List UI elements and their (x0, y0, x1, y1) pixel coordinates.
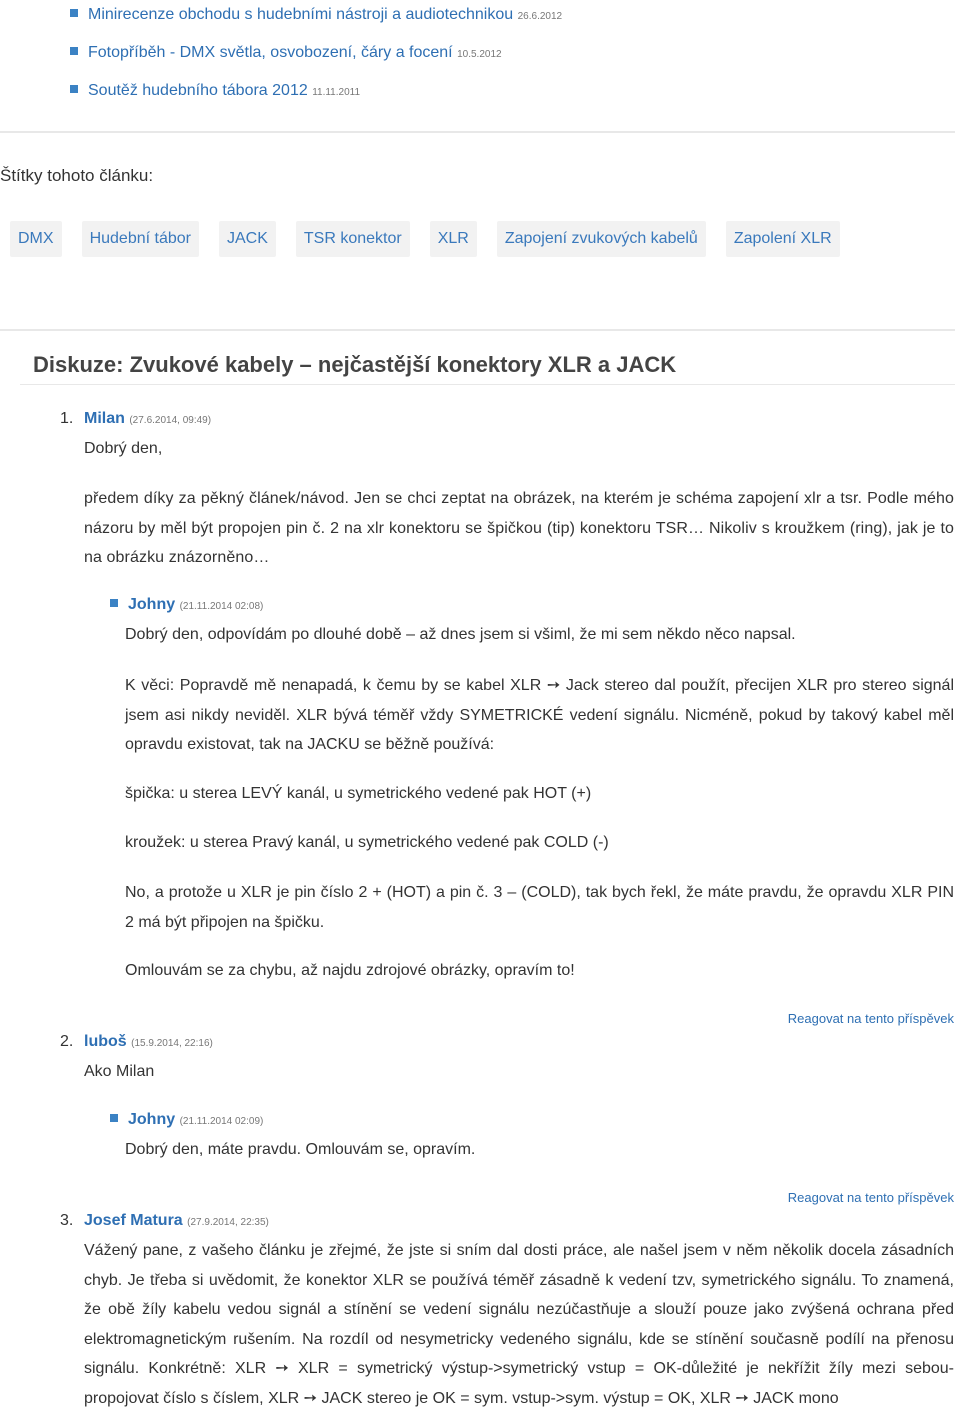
divider (20, 384, 955, 385)
related-article-date: 26.6.2012 (517, 11, 563, 22)
comment-date: (15.9.2014, 22:16) (131, 1038, 213, 1049)
related-article-link[interactable]: Soutěž hudebního tábora 2012 (88, 82, 308, 99)
related-article[interactable] (70, 42, 562, 80)
comment-header (60, 408, 211, 432)
related-article[interactable] (70, 80, 562, 118)
bullet-icon (110, 599, 118, 607)
comment-number: 2. (60, 1033, 74, 1050)
related-article-link[interactable]: Minirecenze obchodu s hudebními nástroji a audiotechnikou (88, 6, 514, 23)
bullet-icon (70, 9, 78, 17)
reply-text: K věci: Popravdě mě nenapadá, k čemu by se kabel XLR ➙ Jack stereo dal použít, přecijen XLR pro stereo signál jsem asi nikdy neviděl. XLR bývá téměř vždy SYMETRICKÉ vedení signálu. Nicméně, pokud by takový kabel měl opravdu existovat, tak na JACKU se běžně používá: (125, 677, 954, 753)
tag-list (10, 221, 840, 257)
tag-hudebni-tabor[interactable]: Hudební tábor (82, 221, 199, 257)
reply-link[interactable]: Reagovat na tento příspěvek (787, 1011, 954, 1026)
tag-zapoleni-xlr[interactable]: Zapolení XLR (726, 221, 840, 257)
related-articles (70, 4, 562, 118)
bullet-icon (70, 47, 78, 55)
divider (0, 131, 955, 133)
tag-zapojeni-zvukovych-kabelu[interactable]: Zapojení zvukových kabelů (497, 221, 706, 257)
comment-text: předem díky za pěkný článek/návod. Jen se chci zeptat na obrázek, na kterém je schéma zapojení xlr a tsr. Podle mého názoru by měl být propojen pin č. 2 na xlr konektoru se špičkou (tip) konektoru TSR… Nikoliv s kroužkem (ring), jak je to na obrázku znázorněno… (84, 490, 954, 566)
discussion-title: Diskuze: Zvukové kabely – nejčastější konektory XLR a JACK (33, 352, 677, 377)
reply-text: kroužek: u sterea Pravý kanál, u symetrického vedené pak COLD (-) (125, 834, 609, 851)
reply-date: (21.11.2014 02:08) (179, 601, 264, 612)
comment-author[interactable]: Josef Matura (84, 1212, 183, 1229)
bullet-icon (70, 85, 78, 93)
reply-text: Omlouvám se za chybu, až najdu zdrojové obrázky, opravím to! (125, 962, 575, 979)
reply-text: Dobrý den, máte pravdu. Omlouvám se, opravím. (125, 1141, 476, 1158)
related-article-date: 11.11.2011 (312, 87, 361, 98)
reply-date: (21.11.2014 02:09) (179, 1116, 264, 1127)
related-article-date: 10.5.2012 (457, 49, 502, 60)
divider (0, 329, 955, 331)
comment-text: Ako Milan (84, 1063, 155, 1080)
comment-date: (27.9.2014, 22:35) (187, 1217, 269, 1228)
reply-text: Dobrý den, odpovídám po dlouhé době – až dnes jsem si všiml, že mi sem někdo něco napsal. (125, 626, 796, 643)
comment-author[interactable]: luboš (84, 1033, 127, 1050)
tag-xlr[interactable]: XLR (430, 221, 477, 257)
reply-header (110, 1109, 263, 1133)
comment-number: 1. (60, 410, 74, 427)
tags-title: Štítky tohoto článku: (0, 166, 154, 185)
reply-author[interactable]: Johny (128, 596, 176, 613)
reply-link[interactable]: Reagovat na tento příspěvek (787, 1190, 954, 1205)
comment-text: Dobrý den, (84, 440, 163, 457)
comment-text: Vážený pane, z vašeho článku je zřejmé, že jste si sním dal dosti práce, ale našel jsem v něm několik docela zásadních chyb. Je třeba si uvědomit, že konektor XLR se používá téměř zásadně k vedení tzv, symetrického signálu. To znamená, že obě žíly kabelu vedou signál a stínění se vedení signálu nezúčastňuje a slouží pouze jako zvýšená ochrana před elektromagnetickým rušením. Na rozdíl od nesymetricky vedeného signálu, kde se stínění současně podílí na přenosu signálu. Konkrétně: XLR ➙ XLR = symetrický výstup->symetrický vstup = OK-důležité je nekřížit žíly mezi sebou-propojovat číslo s číslem, XLR ➙ JACK stereo je OK = sym. vstup->sym. výstup = OK, XLR ➙ JACK mono (84, 1242, 954, 1407)
comment-header (60, 1031, 213, 1055)
bullet-icon (110, 1114, 118, 1122)
comment-header (60, 1210, 269, 1234)
reply-text: No, a protože u XLR je pin číslo 2 + (HOT) a pin č. 3 – (COLD), tak bych řekl, že máte pravdu, že opravdu XLR PIN 2 má být připojen na špičku. (125, 884, 954, 931)
tag-dmx[interactable]: DMX (10, 221, 62, 257)
related-article-link[interactable]: Fotopříběh - DMX světla, osvobození, čáry a focení (88, 44, 453, 61)
reply-text: špička: u sterea LEVÝ kanál, u symetrického vedené pak HOT (+) (125, 785, 592, 802)
tag-tsr-konektor[interactable]: TSR konektor (296, 221, 410, 257)
reply-author[interactable]: Johny (128, 1111, 176, 1128)
comment-number: 3. (60, 1212, 74, 1229)
comment-date: (27.6.2014, 09:49) (129, 415, 212, 426)
related-article[interactable] (70, 4, 562, 42)
reply-header (110, 594, 263, 618)
comment-author[interactable]: Milan (84, 410, 125, 427)
tag-jack[interactable]: JACK (219, 221, 276, 257)
